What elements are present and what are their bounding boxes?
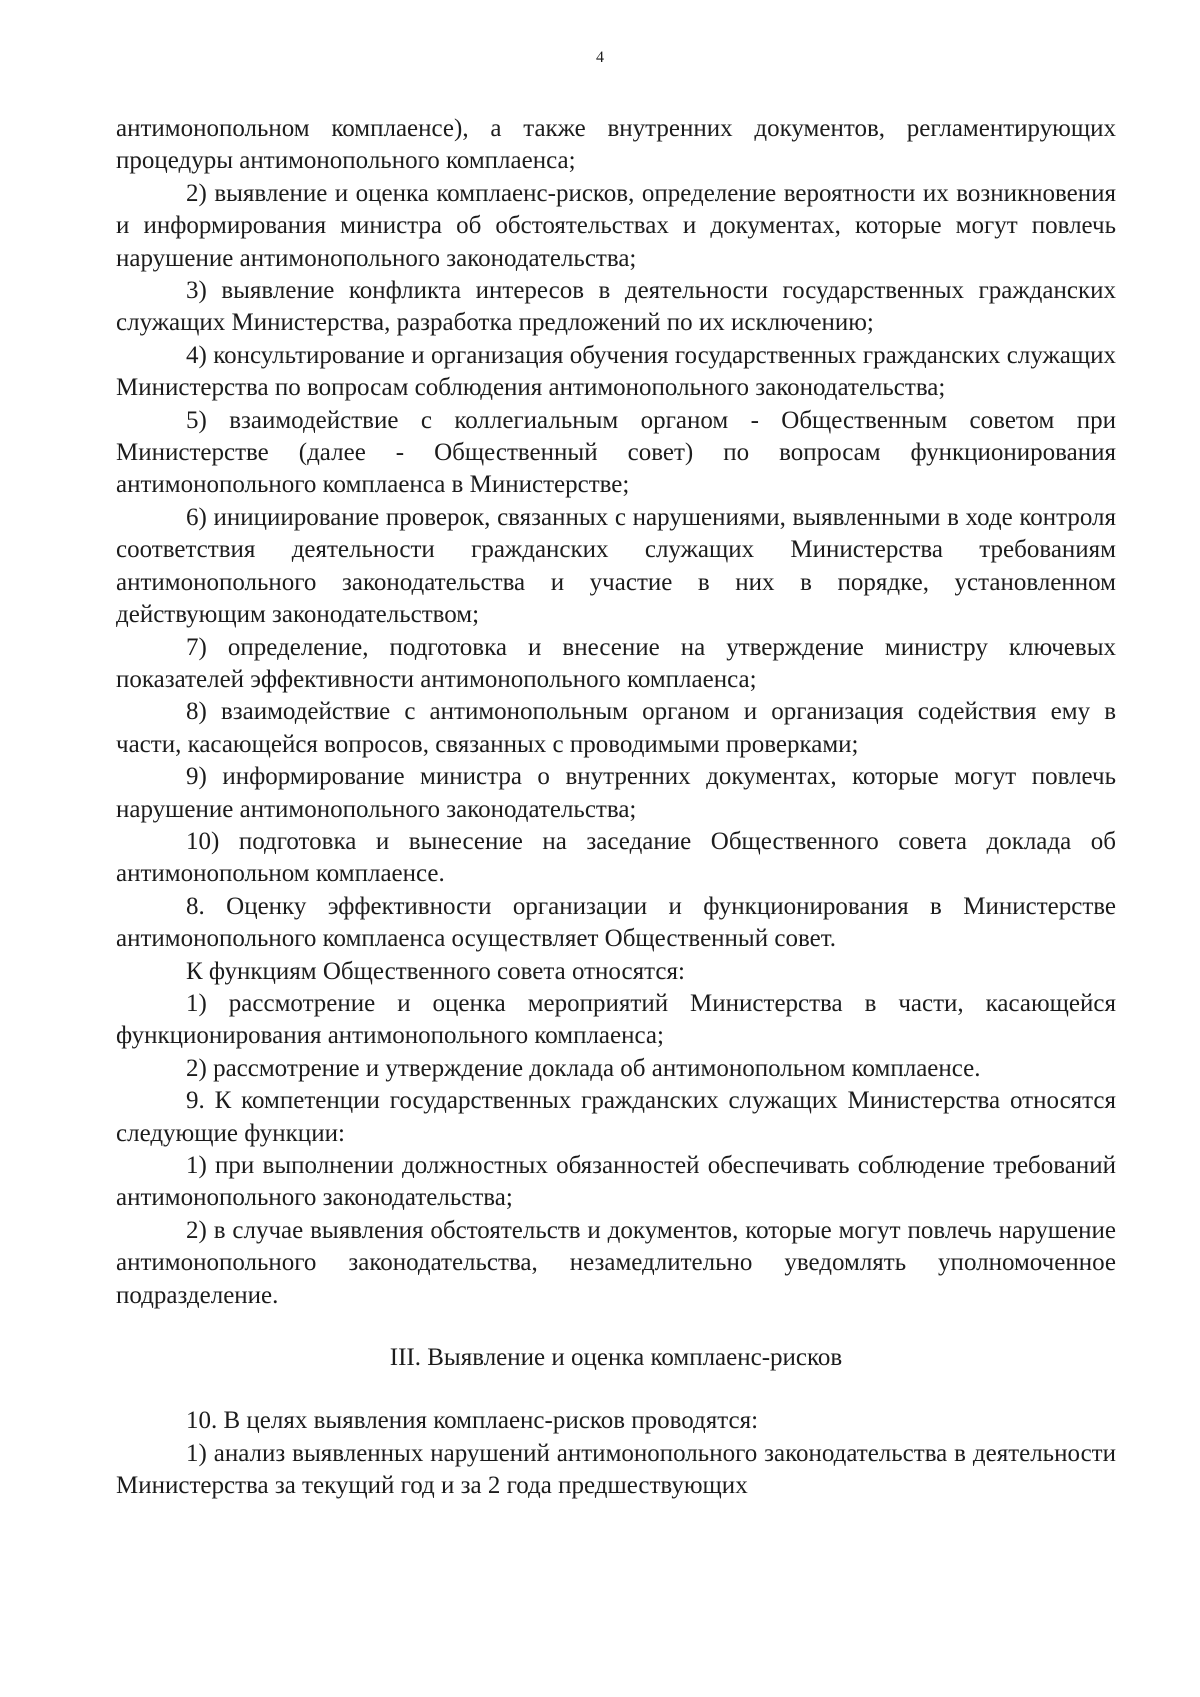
list-item: 2) в случае выявления обстоятельств и документов, которые могут повлечь нарушение антимонопольного законодательства, незамедлительно уведомлять уполномоченное подразделение. xyxy=(116,1216,1116,1309)
list-item: 1) анализ выявленных нарушений антимонопольного законодательства в деятельности Министерства за текущий год и за 2 года предшествующих xyxy=(116,1439,1116,1500)
page-number: 4 xyxy=(596,49,604,66)
list-item: 2) рассмотрение и утверждение доклада об антимонопольном комплаенсе. xyxy=(186,1054,981,1082)
clause-paragraph: 8. Оценку эффективности организации и функционирования в Министерстве антимонопольного комплаенса осуществляет Общественный совет. xyxy=(116,892,1116,953)
clause-paragraph: 9. К компетенции государственных гражданских служащих Министерства относятся следующие функции: xyxy=(116,1087,1116,1147)
clause-paragraph: 10. В целях выявления комплаенс-рисков проводятся: xyxy=(186,1407,759,1435)
list-item: 5) взаимодействие с коллегиальным органом - Общественным советом при Министерстве (далее - Общественный совет) по вопросам функционирования антимонопольного комплаенса в Министерстве; xyxy=(116,406,1116,499)
list-item: 7) определение, подготовка и внесение на утверждение министру ключевых показателей эффективности антимонопольного комплаенса; xyxy=(116,633,1116,693)
list-item: 9) информирование министра о внутренних документах, которые могут повлечь нарушение антимонопольного законодательства; xyxy=(116,763,1116,823)
paragraph: антимонопольном комплаенсе), а также внутренних документов, регламентирующих процедуры антимонопольного комплаенса; xyxy=(116,115,1116,175)
list-item: 4) консультирование и организация обучения государственных гражданских служащих Министерства по вопросам соблюдения антимонопольного законодательства; xyxy=(116,341,1116,402)
list-item: 1) при выполнении должностных обязанностей обеспечивать соблюдение требований антимонопольного законодательства; xyxy=(116,1152,1116,1212)
list-item: 2) выявление и оценка комплаенс-рисков, определение вероятности их возникновения и информирования министра об обстоятельствах и документах, которые могут повлечь нарушение антимонопольного законодательства; xyxy=(116,179,1116,272)
list-item: 3) выявление конфликта интересов в деятельности государственных гражданских служащих Министерства, разработка предложений по их исключению; xyxy=(116,277,1116,337)
list-item: 8) взаимодействие с антимонопольным органом и организация содействия ему в части, касающейся вопросов, связанных с проводимыми проверками; xyxy=(116,698,1116,758)
document-body xyxy=(116,113,1116,1503)
list-item: 10) подготовка и вынесение на заседание Общественного совета доклада об антимонопольном комплаенсе. xyxy=(116,827,1116,888)
section-heading: III. Выявление и оценка комплаенс-рисков xyxy=(389,1344,843,1372)
list-item: 1) рассмотрение и оценка мероприятий Министерства в части, касающейся функционирования антимонопольного комплаенса; xyxy=(116,989,1116,1050)
paragraph: К функциям Общественного совета относятся: xyxy=(186,957,685,985)
list-item: 6) инициирование проверок, связанных с нарушениями, выявленными в ходе контроля соответствия деятельности гражданских служащих Министерства требованиям антимонопольного законодательства и участие в них в порядке, установленном действующим законодательством; xyxy=(116,503,1116,629)
